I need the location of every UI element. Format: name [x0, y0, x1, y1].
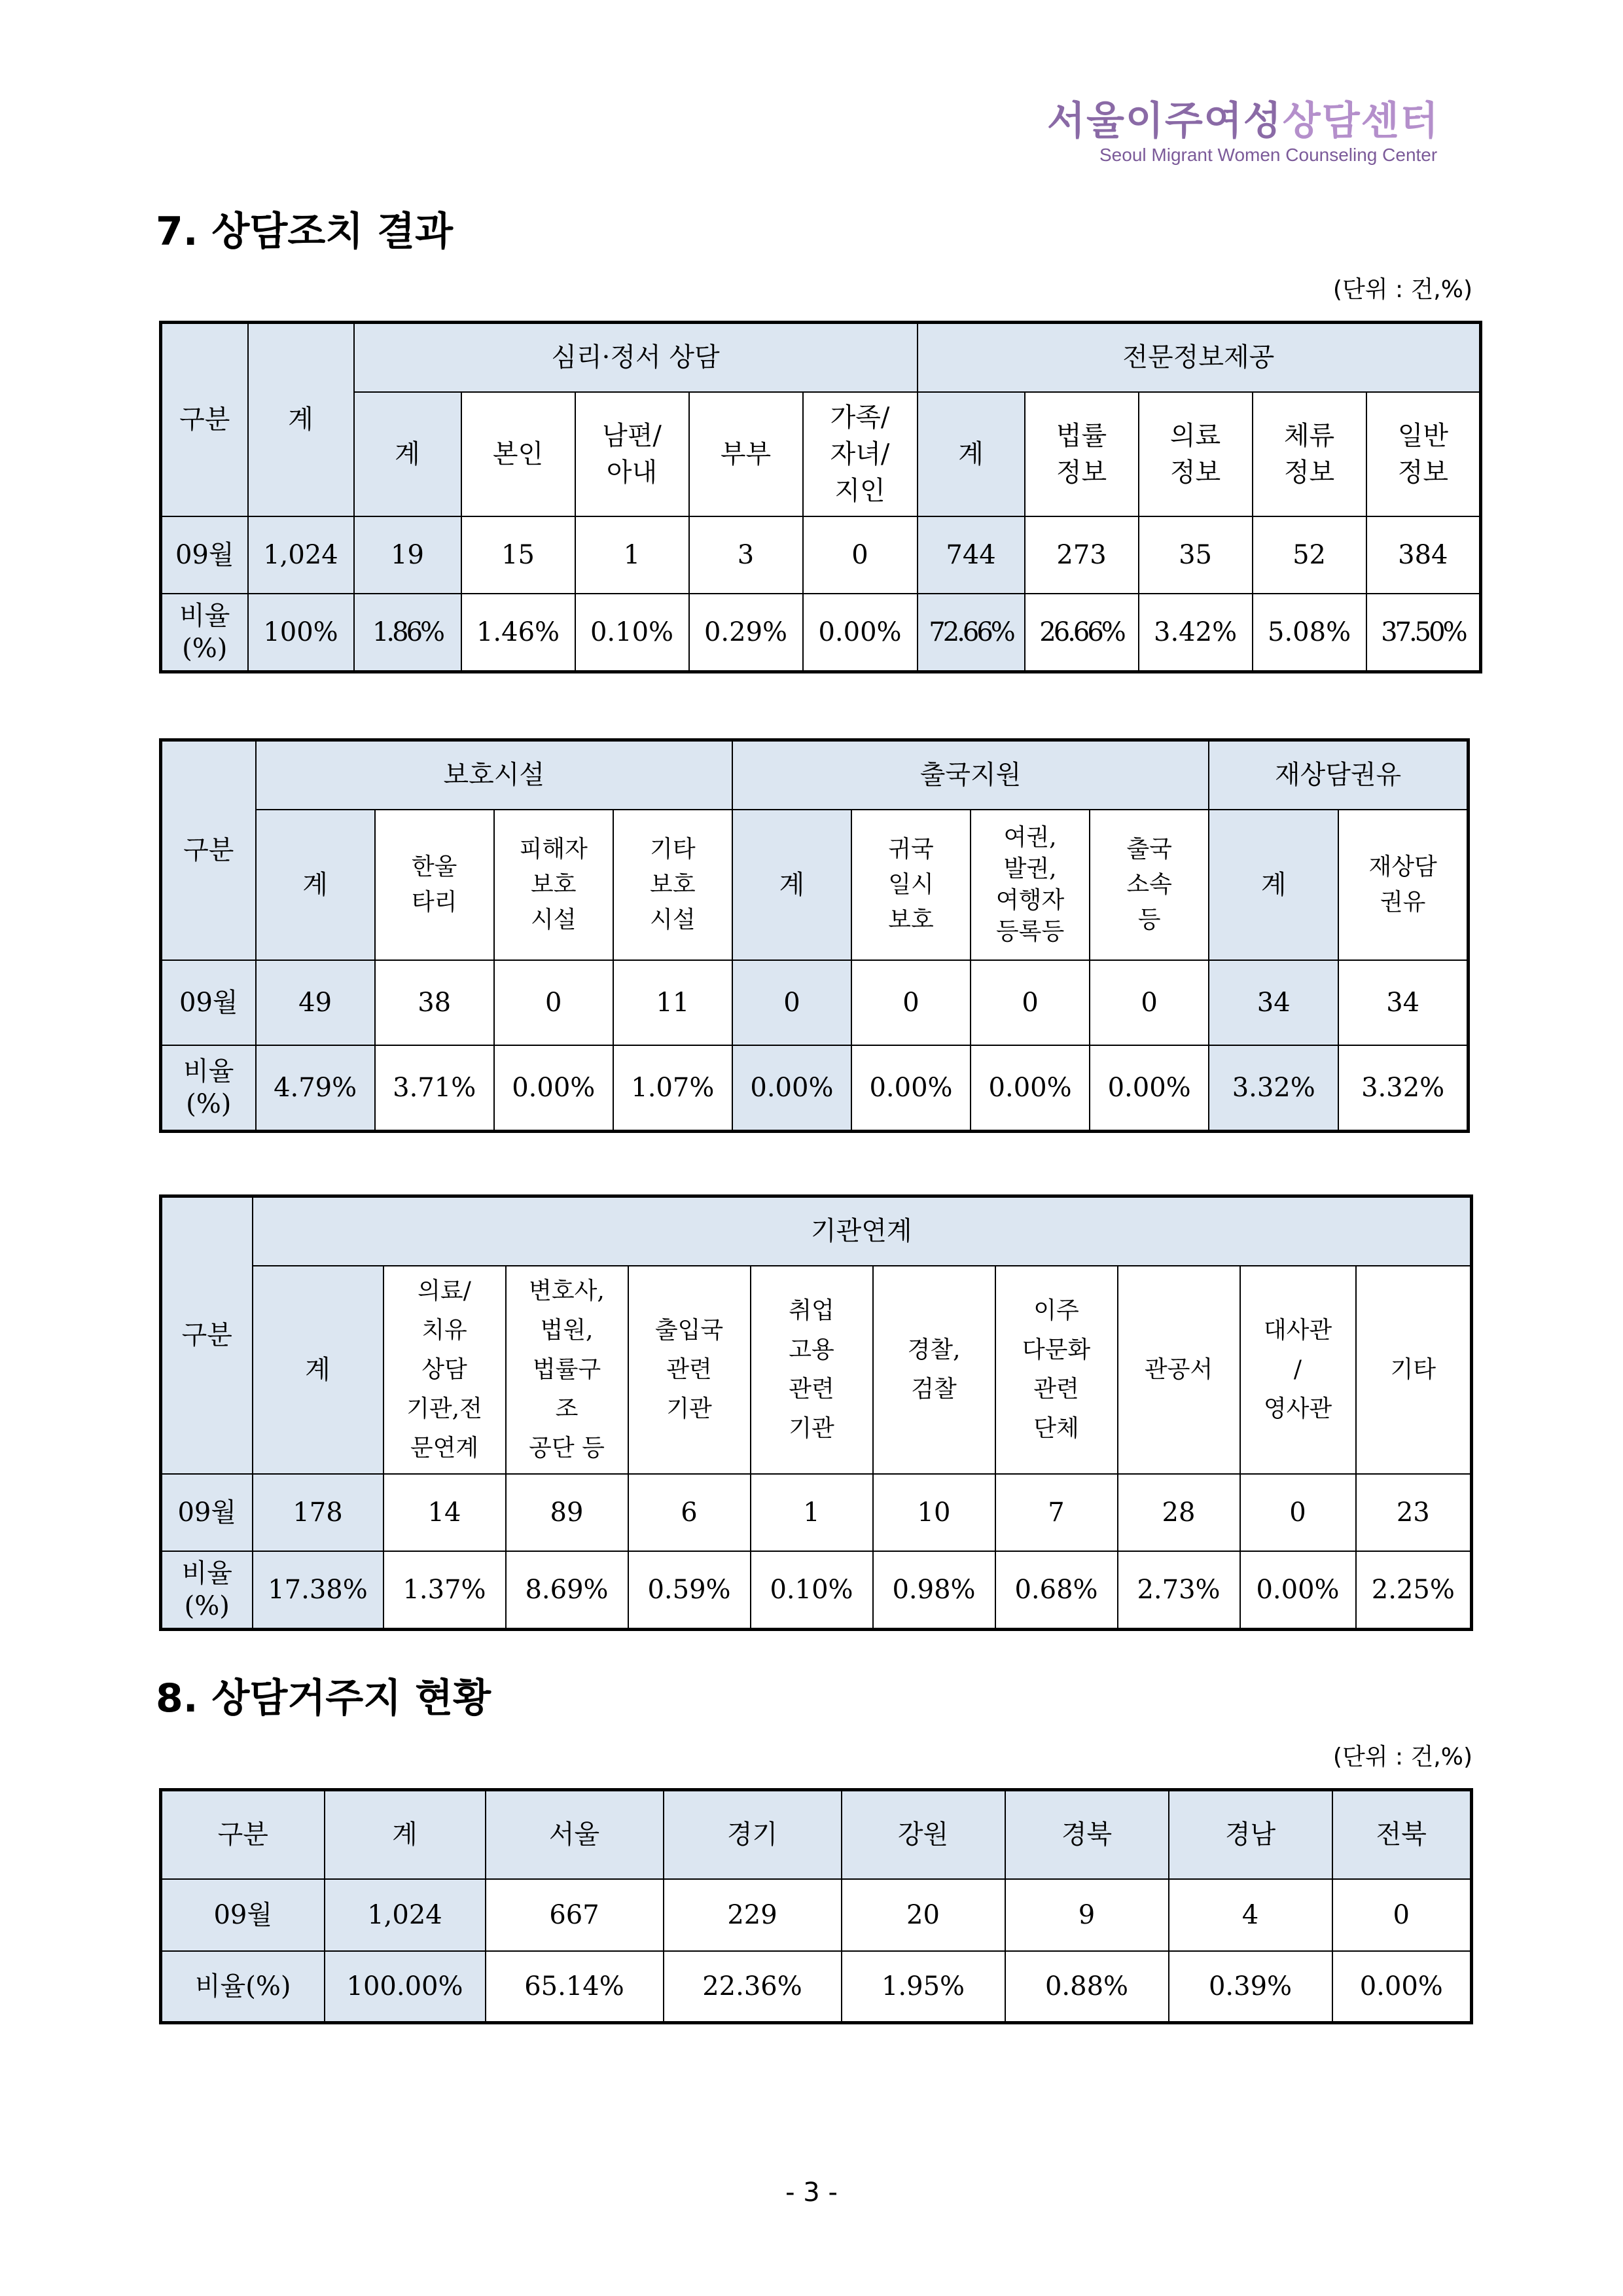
row-label-ratio: 비율 (%)	[161, 1551, 253, 1630]
cell-value: 10	[873, 1474, 995, 1551]
col-header: 경찰, 검찰	[873, 1266, 995, 1474]
cell-ratio: 22.36%	[664, 1951, 842, 2023]
cell-ratio: 2.73%	[1118, 1551, 1240, 1630]
col-header: 가족/ 자녀/ 지인	[803, 392, 918, 516]
cell-value: 14	[383, 1474, 506, 1551]
row-label-ratio: 비율 (%)	[161, 1045, 256, 1132]
col-header: 계	[732, 810, 851, 960]
cell-value: 52	[1253, 516, 1366, 594]
col-header: 의료/ 치유 상담 기관,전 문연계	[383, 1266, 506, 1474]
cell-ratio: 3.32%	[1209, 1045, 1338, 1132]
cell-ratio: 0.00%	[732, 1045, 851, 1132]
cell-value: 1,024	[325, 1879, 486, 1951]
col-header: 법률 정보	[1025, 392, 1139, 516]
header-gubun: 구분	[161, 1196, 253, 1474]
cell-value: 11	[613, 960, 732, 1045]
cell-ratio: 1.86%	[354, 594, 461, 672]
col-header: 한울 타리	[375, 810, 494, 960]
row-label-ratio: 비율(%)	[161, 1951, 325, 2023]
col-header: 경북	[1005, 1790, 1169, 1879]
cell-value: 1	[751, 1474, 873, 1551]
col-header: 체류 정보	[1253, 392, 1366, 516]
col-header: 관공서	[1118, 1266, 1240, 1474]
table-agency-link	[159, 1194, 1473, 1631]
section7-title: 7. 상담조치 결과	[156, 209, 454, 255]
cell-value: 34	[1338, 960, 1468, 1045]
col-header: 기타 보호 시설	[613, 810, 732, 960]
cell-value: 35	[1139, 516, 1253, 594]
table-shelter-exit-recounsel	[159, 738, 1470, 1133]
section8-unit: (단위 : 건,%)	[1332, 1744, 1472, 1770]
col-header: 취업 고용 관련 기관	[751, 1266, 873, 1474]
page-number: - 3 -	[785, 2178, 838, 2208]
cell-ratio: 8.69%	[506, 1551, 628, 1630]
cell-value: 744	[918, 516, 1025, 594]
cell-ratio: 4.79%	[256, 1045, 375, 1132]
col-header: 서울	[486, 1790, 664, 1879]
col-header: 계	[253, 1266, 383, 1474]
cell-value: 0	[971, 960, 1090, 1045]
cell-ratio: 0.39%	[1169, 1951, 1332, 2023]
col-header: 귀국 일시 보호	[851, 810, 971, 960]
cell-ratio: 0.88%	[1005, 1951, 1169, 2023]
col-header: 기타	[1356, 1266, 1472, 1474]
col-header: 강원	[842, 1790, 1005, 1879]
section7-unit: (단위 : 건,%)	[1332, 276, 1472, 303]
cell-ratio: 3.32%	[1338, 1045, 1468, 1132]
col-header: 의료 정보	[1139, 392, 1253, 516]
header-recounsel-group: 재상담권유	[1209, 740, 1468, 810]
cell-ratio: 2.25%	[1356, 1551, 1472, 1630]
col-header: 변호사, 법원, 법률구 조 공단 등	[506, 1266, 628, 1474]
header-gubun: 구분	[161, 740, 256, 960]
cell-value: 0	[494, 960, 613, 1045]
cell-value: 49	[256, 960, 375, 1045]
col-header: 계	[256, 810, 375, 960]
cell-ratio: 0.10%	[575, 594, 689, 672]
col-header: 남편/ 아내	[575, 392, 689, 516]
col-header: 대사관 / 영사관	[1240, 1266, 1356, 1474]
col-header: 일반 정보	[1366, 392, 1481, 516]
cell-ratio: 1.95%	[842, 1951, 1005, 2023]
cell-ratio: 0.10%	[751, 1551, 873, 1630]
cell-ratio: 3.42%	[1139, 594, 1253, 672]
cell-ratio: 100.00%	[325, 1951, 486, 2023]
col-header: 이주 다문화 관련 단체	[995, 1266, 1118, 1474]
cell-value: 89	[506, 1474, 628, 1551]
cell-value: 3	[689, 516, 803, 594]
cell-ratio: 1.37%	[383, 1551, 506, 1630]
cell-value: 0	[851, 960, 971, 1045]
cell-value: 34	[1209, 960, 1338, 1045]
cell-value: 384	[1366, 516, 1481, 594]
col-header: 부부	[689, 392, 803, 516]
cell-ratio: 0.00%	[1090, 1045, 1209, 1132]
section8-title: 8. 상담거주지 현황	[156, 1676, 491, 1721]
col-header: 재상담 권유	[1338, 810, 1468, 960]
cell-value: 0	[1090, 960, 1209, 1045]
col-header: 여권, 발권, 여행자 등록등	[971, 810, 1090, 960]
cell-value: 0	[803, 516, 918, 594]
cell-value: 9	[1005, 1879, 1169, 1951]
col-header: 구분	[161, 1790, 325, 1879]
header-exit-group: 출국지원	[732, 740, 1209, 810]
cell-ratio: 72.66%	[918, 594, 1025, 672]
col-header: 전북	[1332, 1790, 1472, 1879]
row-label-ratio: 비율 (%)	[161, 594, 248, 672]
col-header: 경남	[1169, 1790, 1332, 1879]
col-header: 계	[325, 1790, 486, 1879]
cell-value: 178	[253, 1474, 383, 1551]
col-header: 계	[918, 392, 1025, 516]
cell-ratio: 0.59%	[628, 1551, 751, 1630]
cell-value: 0	[1332, 1879, 1472, 1951]
header-shelter-group: 보호시설	[256, 740, 732, 810]
cell-value: 7	[995, 1474, 1118, 1551]
header-psych-group: 심리·정서 상담	[354, 323, 918, 392]
cell-value: 1	[575, 516, 689, 594]
cell-value: 229	[664, 1879, 842, 1951]
cell-ratio: 65.14%	[486, 1951, 664, 2023]
cell-value: 19	[354, 516, 461, 594]
cell-value: 23	[1356, 1474, 1472, 1551]
row-label-count: 09월	[161, 960, 256, 1045]
cell-value: 273	[1025, 516, 1139, 594]
cell-value: 38	[375, 960, 494, 1045]
table-residence	[159, 1788, 1473, 2024]
col-header: 본인	[461, 392, 575, 516]
col-header: 출국 소속 등	[1090, 810, 1209, 960]
cell-ratio: 0.00%	[1332, 1951, 1472, 2023]
col-header: 계	[1209, 810, 1338, 960]
cell-value: 28	[1118, 1474, 1240, 1551]
row-label-count: 09월	[161, 1879, 325, 1951]
cell-ratio: 26.66%	[1025, 594, 1139, 672]
cell-value: 6	[628, 1474, 751, 1551]
cell-ratio: 0.68%	[995, 1551, 1118, 1630]
header-info-group: 전문정보제공	[918, 323, 1481, 392]
cell-ratio: 37.50%	[1366, 594, 1481, 672]
col-header: 출입국 관련 기관	[628, 1266, 751, 1474]
cell-ratio: 0.00%	[851, 1045, 971, 1132]
row-label-count: 09월	[161, 1474, 253, 1551]
col-header: 경기	[664, 1790, 842, 1879]
cell-ratio: 0.00%	[1240, 1551, 1356, 1630]
header-link-group: 기관연계	[253, 1196, 1472, 1266]
cell-ratio: 5.08%	[1253, 594, 1366, 672]
cell-value: 0	[732, 960, 851, 1045]
table-counsel-psych-info	[159, 321, 1482, 673]
cell-ratio: 3.71%	[375, 1045, 494, 1132]
cell-value: 1,024	[248, 516, 354, 594]
logo-korean: 서울이주여성상담센터	[1047, 98, 1440, 144]
col-header: 피해자 보호 시설	[494, 810, 613, 960]
cell-ratio: 0.00%	[971, 1045, 1090, 1132]
cell-ratio: 1.46%	[461, 594, 575, 672]
header-total: 계	[248, 323, 354, 516]
cell-ratio: 17.38%	[253, 1551, 383, 1630]
cell-ratio: 1.07%	[613, 1045, 732, 1132]
row-label-count: 09월	[161, 516, 248, 594]
cell-ratio: 0.00%	[494, 1045, 613, 1132]
logo-english: Seoul Migrant Women Counseling Center	[1099, 145, 1438, 165]
cell-value: 15	[461, 516, 575, 594]
cell-value: 0	[1240, 1474, 1356, 1551]
col-header: 계	[354, 392, 461, 516]
cell-ratio: 0.29%	[689, 594, 803, 672]
cell-value: 4	[1169, 1879, 1332, 1951]
cell-ratio: 100%	[248, 594, 354, 672]
cell-value: 20	[842, 1879, 1005, 1951]
cell-ratio: 0.98%	[873, 1551, 995, 1630]
cell-value: 667	[486, 1879, 664, 1951]
header-gubun: 구분	[161, 323, 248, 516]
cell-ratio: 0.00%	[803, 594, 918, 672]
center-logo	[1047, 98, 1440, 177]
